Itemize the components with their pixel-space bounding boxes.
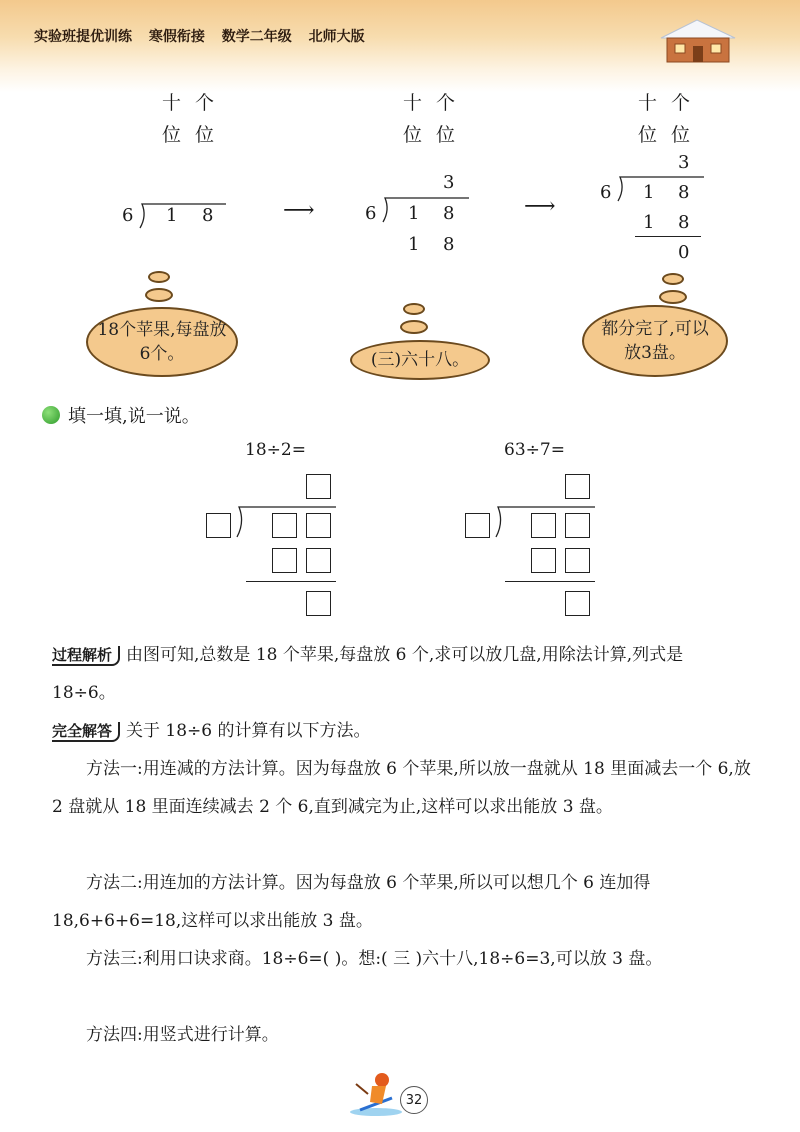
step2-place-tens-ones: 十个: [403, 92, 470, 114]
step3-division-bracket: [616, 173, 706, 203]
step1-divisor: 6: [122, 205, 134, 226]
page-number: 32: [400, 1086, 428, 1114]
exercise2-subtraction-line: [505, 581, 595, 582]
arrow-2: ⟶: [524, 194, 556, 219]
step3-product-ones: 8: [678, 212, 690, 233]
step3-dividend-ones: 8: [678, 182, 690, 203]
method-four: 方法四:用竖式进行计算。: [86, 1025, 279, 1045]
step1-dividend-tens: 1: [166, 205, 178, 226]
step2-quotient: 3: [443, 172, 455, 193]
solution-tag: 完全解答: [52, 722, 120, 742]
step2-product-tens: 1: [408, 234, 420, 255]
step1-place-tens-ones: 十个: [162, 92, 229, 114]
exercise1-remainder-box[interactable]: [306, 591, 331, 616]
skier-mascot-icon: [348, 1070, 404, 1118]
thought-dot: [400, 320, 428, 334]
exercise1-dividend-tens-box[interactable]: [272, 513, 297, 538]
exercise2-quotient-box[interactable]: [565, 474, 590, 499]
step3-divisor: 6: [600, 182, 612, 203]
step3-remainder: 0: [678, 242, 690, 263]
fill-in-section-title: 填一填,说一说。: [42, 402, 200, 428]
step3-place-wei: 位位: [638, 124, 705, 146]
thought-dot: [659, 290, 687, 304]
exercise2-equation: 63÷7=: [504, 440, 565, 460]
speech-bubble-3: 都分完了,可以放3盘。: [582, 305, 728, 377]
header-title: [34, 26, 377, 46]
step1-place-wei: 位位: [162, 124, 229, 146]
step2-dividend-ones: 8: [443, 203, 455, 224]
step1-division-bracket: [138, 200, 228, 230]
solution-intro: [52, 712, 752, 750]
exercise2-product-tens-box[interactable]: [531, 548, 556, 573]
arrow-1: ⟶: [283, 198, 315, 223]
header-publisher: 北师大版: [308, 29, 365, 45]
step2-dividend-tens: 1: [408, 203, 420, 224]
step3-place-tens-ones: 十个: [638, 92, 705, 114]
method-two: 方法二:用连加的方法计算。因为每盘放 6 个苹果,所以可以想几个 6 连加得 18,6+6+6=18,这样可以求出能放 3 盘。: [52, 873, 651, 931]
step2-place-wei: 位位: [403, 124, 470, 146]
exercise1-product-ones-box[interactable]: [306, 548, 331, 573]
exercise1-divisor-box[interactable]: [206, 513, 231, 538]
exercise1-equation: 18÷2=: [245, 440, 306, 460]
thought-dot: [148, 271, 170, 283]
solution-intro-text: 关于 18÷6 的计算有以下方法。: [126, 721, 371, 741]
step3-product-tens: 1: [643, 212, 655, 233]
step3-subtraction-line: [635, 236, 701, 237]
step2-product-ones: 8: [443, 234, 455, 255]
method-one: 方法一:用连减的方法计算。因为每盘放 6 个苹果,所以放一盘就从 18 里面减去一个 6,放 2 盘就从 18 里面连续减去 2 个 6,直到减完为止,这样可以求出能放 3 盘。: [52, 759, 751, 817]
exercise2-remainder-box[interactable]: [565, 591, 590, 616]
thought-dot: [662, 273, 684, 285]
exercise1-quotient-box[interactable]: [306, 474, 331, 499]
thought-dot: [403, 303, 425, 315]
thought-dot: [145, 288, 173, 302]
header-subject: 数学二年级: [221, 29, 292, 45]
method-three: 方法三:利用口诀求商。18÷6=( )。想:( 三 )六十八,18÷6=3,可以放 3 盘。: [86, 949, 663, 969]
exercise2-dividend-tens-box[interactable]: [531, 513, 556, 538]
exercise2-dividend-ones-box[interactable]: [565, 513, 590, 538]
analysis-tag: 过程解析: [52, 646, 120, 666]
speech-bubble-2: (三)六十八。: [350, 340, 490, 380]
step3-quotient: 3: [678, 152, 690, 173]
exercise1-subtraction-line: [246, 581, 336, 582]
step2-division-bracket: [381, 194, 471, 224]
bullet-icon: [42, 406, 60, 424]
header-series: 实验班提优训练: [34, 29, 132, 45]
speech-bubble-1: 18个苹果,每盘放6个。: [86, 307, 238, 377]
exercise2-divisor-box[interactable]: [465, 513, 490, 538]
exercise1-product-tens-box[interactable]: [272, 548, 297, 573]
step3-dividend-tens: 1: [643, 182, 655, 203]
house-icon: [655, 14, 740, 66]
analysis-text: 由图可知,总数是 18 个苹果,每盘放 6 个,求可以放几盘,用除法计算,列式是 18÷6。: [52, 645, 684, 703]
analysis-paragraph: [52, 636, 752, 712]
exercise2-product-ones-box[interactable]: [565, 548, 590, 573]
exercise1-dividend-ones-box[interactable]: [306, 513, 331, 538]
header-edition: 寒假衔接: [148, 29, 205, 45]
step2-divisor: 6: [365, 203, 377, 224]
step1-dividend-ones: 8: [202, 205, 214, 226]
